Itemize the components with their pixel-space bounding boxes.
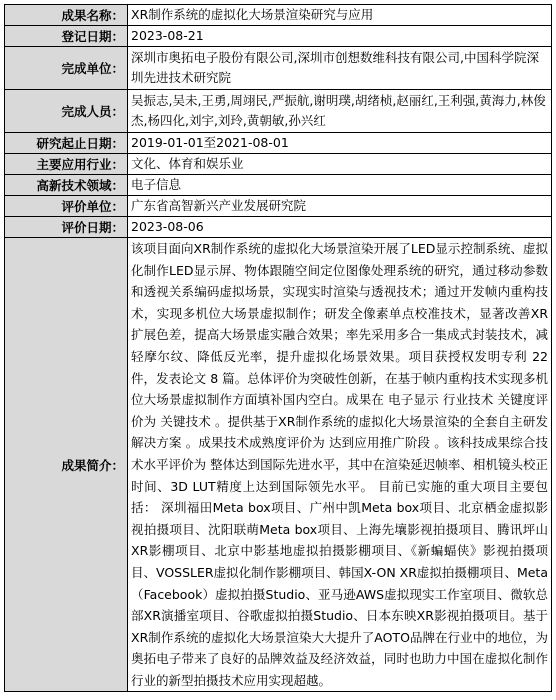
achievement-record-table (4, 4, 552, 692)
field-label: 完成人员： (5, 90, 128, 133)
row-title (5, 5, 552, 26)
personnel-value: 吴振志,吴未,王勇,周翊民,严振航,谢明璞,胡绪桢,赵丽红,王利强,黄海力,林俊杰,杨四化,刘宇,刘玲,黄朝敏,孙兴红 (128, 90, 552, 133)
row-tech-field (5, 175, 552, 196)
row-evaluator (5, 196, 552, 217)
field-label: 成果简介： (5, 238, 128, 692)
summary-text: 该项目面向XR制作系统的虚拟化大场景渲染开展了LED显示控制系统、虚拟化制作LED显示屏、物体跟随空间定位图像处理系统的研究，通过移动参数和透视关系编码虚拟场景，实现实时渲染与透视技术；通过开发帧内重构技术，实现多机位大场景虚拟制作；研发全像素单点校准技术，显著改善XR扩展色差，提高大场景虚实融合效果；率先采用多合一集成式封装技术，减轻摩尔纹、降低反光率，提升虚拟化场景效果。项目获授权发明专利 22 件，发表论文 8 篇。总体评价为突破性创新，在基于帧内重构技术实现多机位大场景虚拟制作方面填补国内空白。成果在 电子显示 行业技术 关键度评价为 关键技术 。提供基于XR制作系统的虚拟化大场景渲染的全套自主研发解决方案 。成果技术成熟度评价为 达到应用推广阶段 。该科技成果综合技术水平评价为 整体达到国际先进水平，其中在渲染延迟帧率、相机镜头校正时间、3D LUT精度上达到国际领先水平。 目前已实施的重大项目主要包括： 深圳福田Meta box项目、广州中凯Meta box项目、北京栖金虚拟影视拍摄项目、沈阳联萌Meta box项目、上海先壤影视拍摄项目、腾讯坪山XR影棚项目、北京中影基地虚拟拍摄影棚项目、《新蝙蝠侠》影视拍摄项目、VOSSLER虚拟化制作影棚项目、韩国X-ON XR虚拟拍摄棚项目、Meta（Facebook）虚拟拍摄Studio、亚马逊AWS虚拟现实工作室项目、微软总部XR演播室项目、谷歌虚拟拍摄Studio、日本东映XR影视拍摄项目。基于XR制作系统的虚拟化大场景渲染大大提升了AOTO品牌在行业中的地位，为奥拓电子带来了良好的品牌效益及经济效益，同时也助力中国在虚拟化制作行业的新型拍摄技术应用实现超越。 (128, 238, 552, 692)
field-label: 评价单位： (5, 196, 128, 217)
field-label: 成果名称： (5, 5, 128, 26)
field-label: 研究起止日期： (5, 133, 128, 154)
field-label: 评价日期： (5, 217, 128, 238)
row-research-period (5, 133, 552, 154)
industry-value: 文化、体育和娱乐业 (128, 154, 552, 175)
row-personnel (5, 90, 552, 133)
field-label: 登记日期： (5, 26, 128, 47)
row-summary (5, 238, 552, 692)
field-label: 完成单位： (5, 47, 128, 90)
row-institutions (5, 47, 552, 90)
tech-field-value: 电子信息 (128, 175, 552, 196)
registration-date-value: 2023-08-21 (128, 26, 552, 47)
row-evaluation-date (5, 217, 552, 238)
row-industry (5, 154, 552, 175)
row-registration-date (5, 26, 552, 47)
evaluation-date-value: 2023-08-06 (128, 217, 552, 238)
field-label: 主要应用行业： (5, 154, 128, 175)
institutions-value: 深圳市奥拓电子股份有限公司,深圳市创想数维科技有限公司,中国科学院深圳先进技术研究院 (128, 47, 552, 90)
research-period-value: 2019-01-01至2021-08-01 (128, 133, 552, 154)
evaluator-value: 广东省高智新兴产业发展研究院 (128, 196, 552, 217)
field-label: 高新技术领域： (5, 175, 128, 196)
title-value: XR制作系统的虚拟化大场景渲染研究与应用 (128, 5, 552, 26)
